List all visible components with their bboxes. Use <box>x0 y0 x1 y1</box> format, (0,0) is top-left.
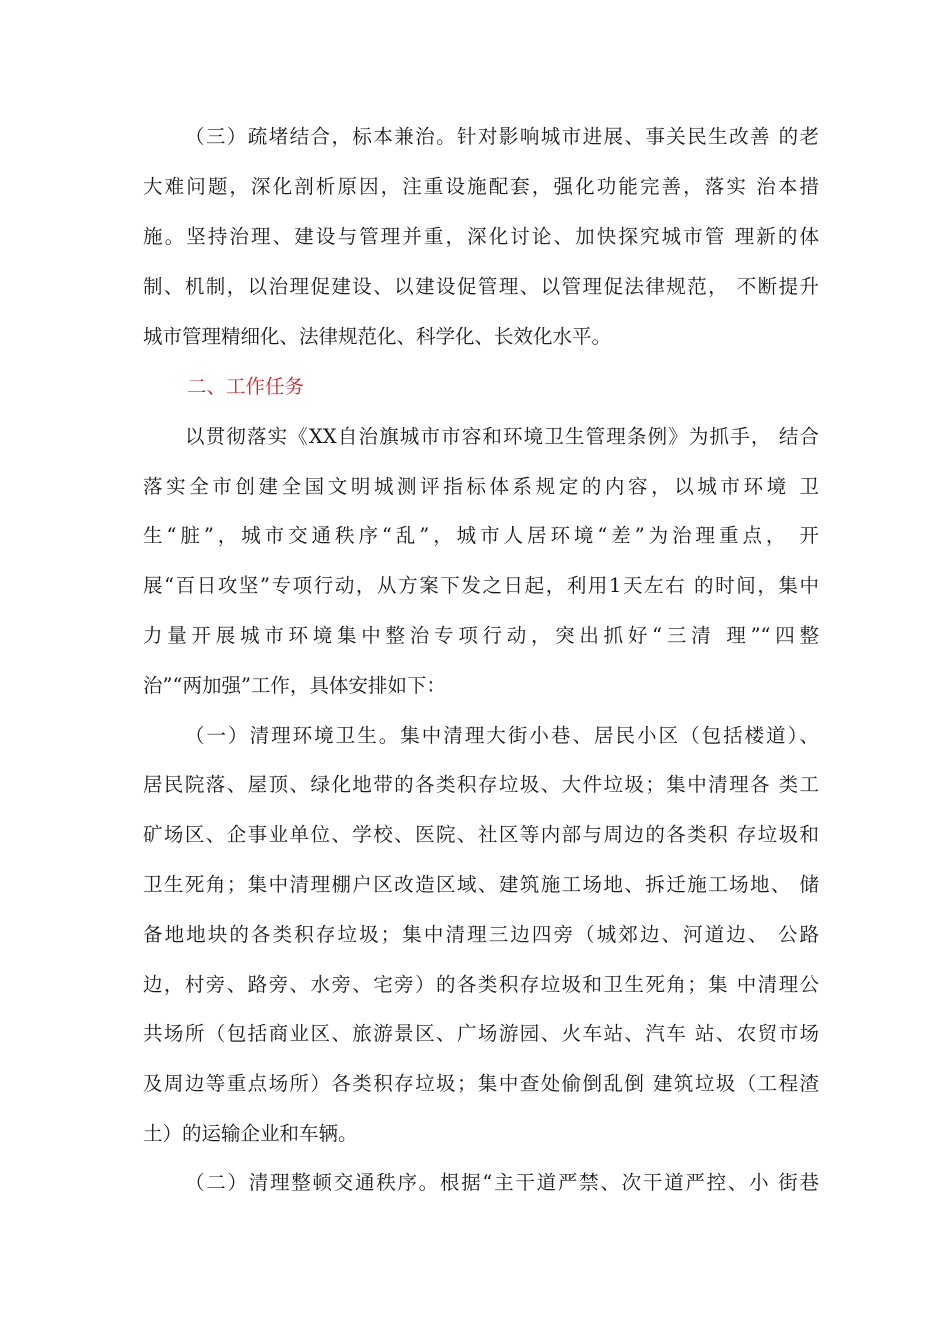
text-line: （二）清理整顿交通秩序。根据“主干道严禁、次干道严控、小 街巷 <box>185 1171 819 1194</box>
text-line: 力量开展城市环境集中整治专项行动，突出抓好“三清 理”“四整 <box>143 624 819 647</box>
text-line: 制、机制，以治理促建设、以建设促管理、以管理促法律规范， 不断提升 <box>143 275 819 298</box>
text-line: 落实全市创建全国文明城测评指标体系规定的内容，以城市环境 卫 <box>143 475 819 498</box>
text-line: 大难问题，深化剖析原因，注重设施配套，强化功能完善，落实 治本措 <box>143 175 819 198</box>
text-line: 城市管理精细化、法律规范化、科学化、长效化水平。 <box>143 325 612 348</box>
text-line: 以贯彻落实《XX自治旗城市市容和环境卫生管理条例》为抓手， 结合 <box>185 425 819 448</box>
text-line: 居民院落、屋顶、绿化地带的各类积存垃圾、大件垃圾；集中清理各 类工 <box>143 773 819 796</box>
text-line: 展“百日攻坚”专项行动，从方案下发之日起，利用1天左右 的时间，集中 <box>143 574 819 597</box>
section-heading: 二、工作任务 <box>187 375 305 398</box>
text-line: 施。坚持治理、建设与管理并重，深化讨论、加快探究城市管 理新的体 <box>143 225 819 248</box>
text-line: （一）清理环境卫生。集中清理大街小巷、居民小区（包括楼道）、 <box>185 724 819 747</box>
text-line: 土）的运输企业和车辆。 <box>143 1122 358 1145</box>
text-line: （三）疏堵结合，标本兼治。针对影响城市进展、事关民生改善 的老 <box>185 125 819 148</box>
text-line: 备地地块的各类积存垃圾；集中清理三边四旁（城郊边、河道边、 公路 <box>143 923 819 946</box>
text-line: 矿场区、企事业单位、学校、医院、社区等内部与周边的各类积 存垃圾和 <box>143 823 819 846</box>
text-line: 共场所（包括商业区、旅游景区、广场游园、火车站、汽车 站、农贸市场 <box>143 1022 819 1045</box>
text-line: 卫生死角；集中清理棚户区改造区域、建筑施工场地、拆迁施工场地、 储 <box>143 873 819 896</box>
text-line: 边，村旁、路旁、水旁、宅旁）的各类积存垃圾和卫生死角；集 中清理公 <box>143 973 819 996</box>
text-line: 及周边等重点场所）各类积存垃圾；集中查处偷倒乱倒 建筑垃圾（工程渣 <box>143 1072 819 1095</box>
text-line: 生“脏”，城市交通秩序“乱”，城市人居环境“差”为治理重点， 开 <box>143 524 819 547</box>
text-line: 治”“两加强”工作，具体安排如下： <box>143 674 446 697</box>
